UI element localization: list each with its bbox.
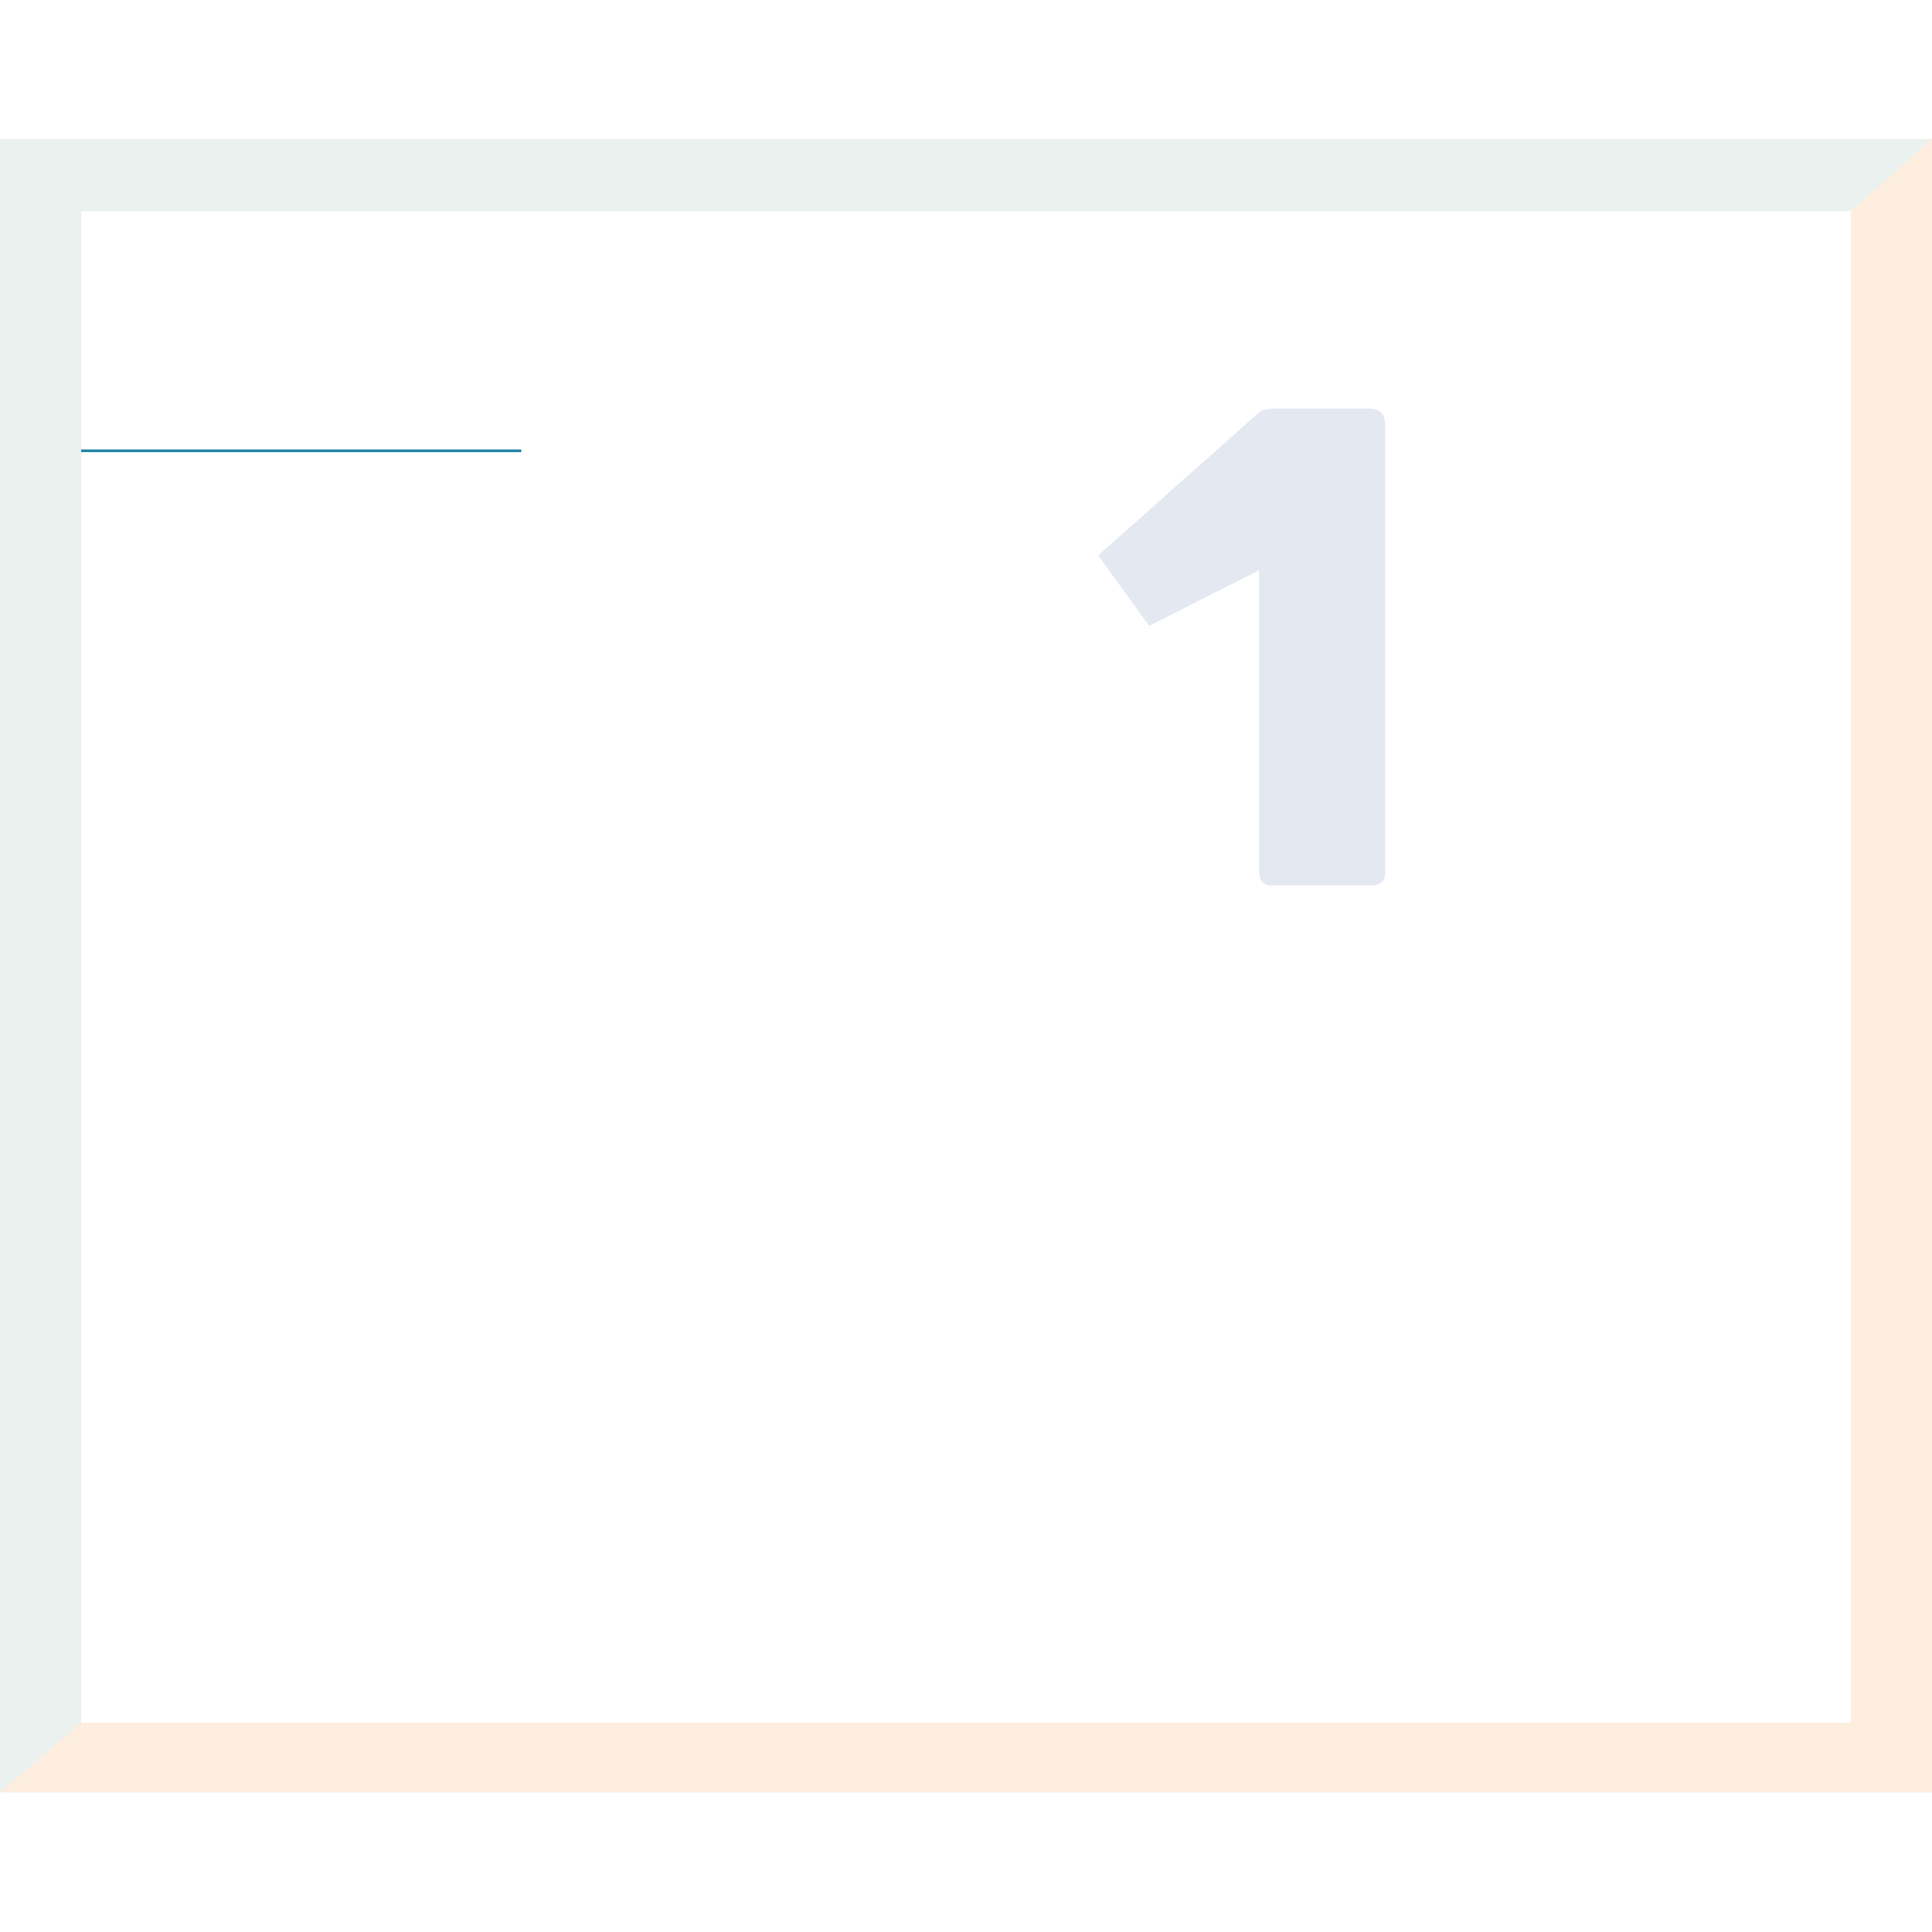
heading-underline (81, 449, 521, 452)
body-text-upper (199, 479, 1258, 888)
spiral-binding (0, 926, 1932, 1013)
